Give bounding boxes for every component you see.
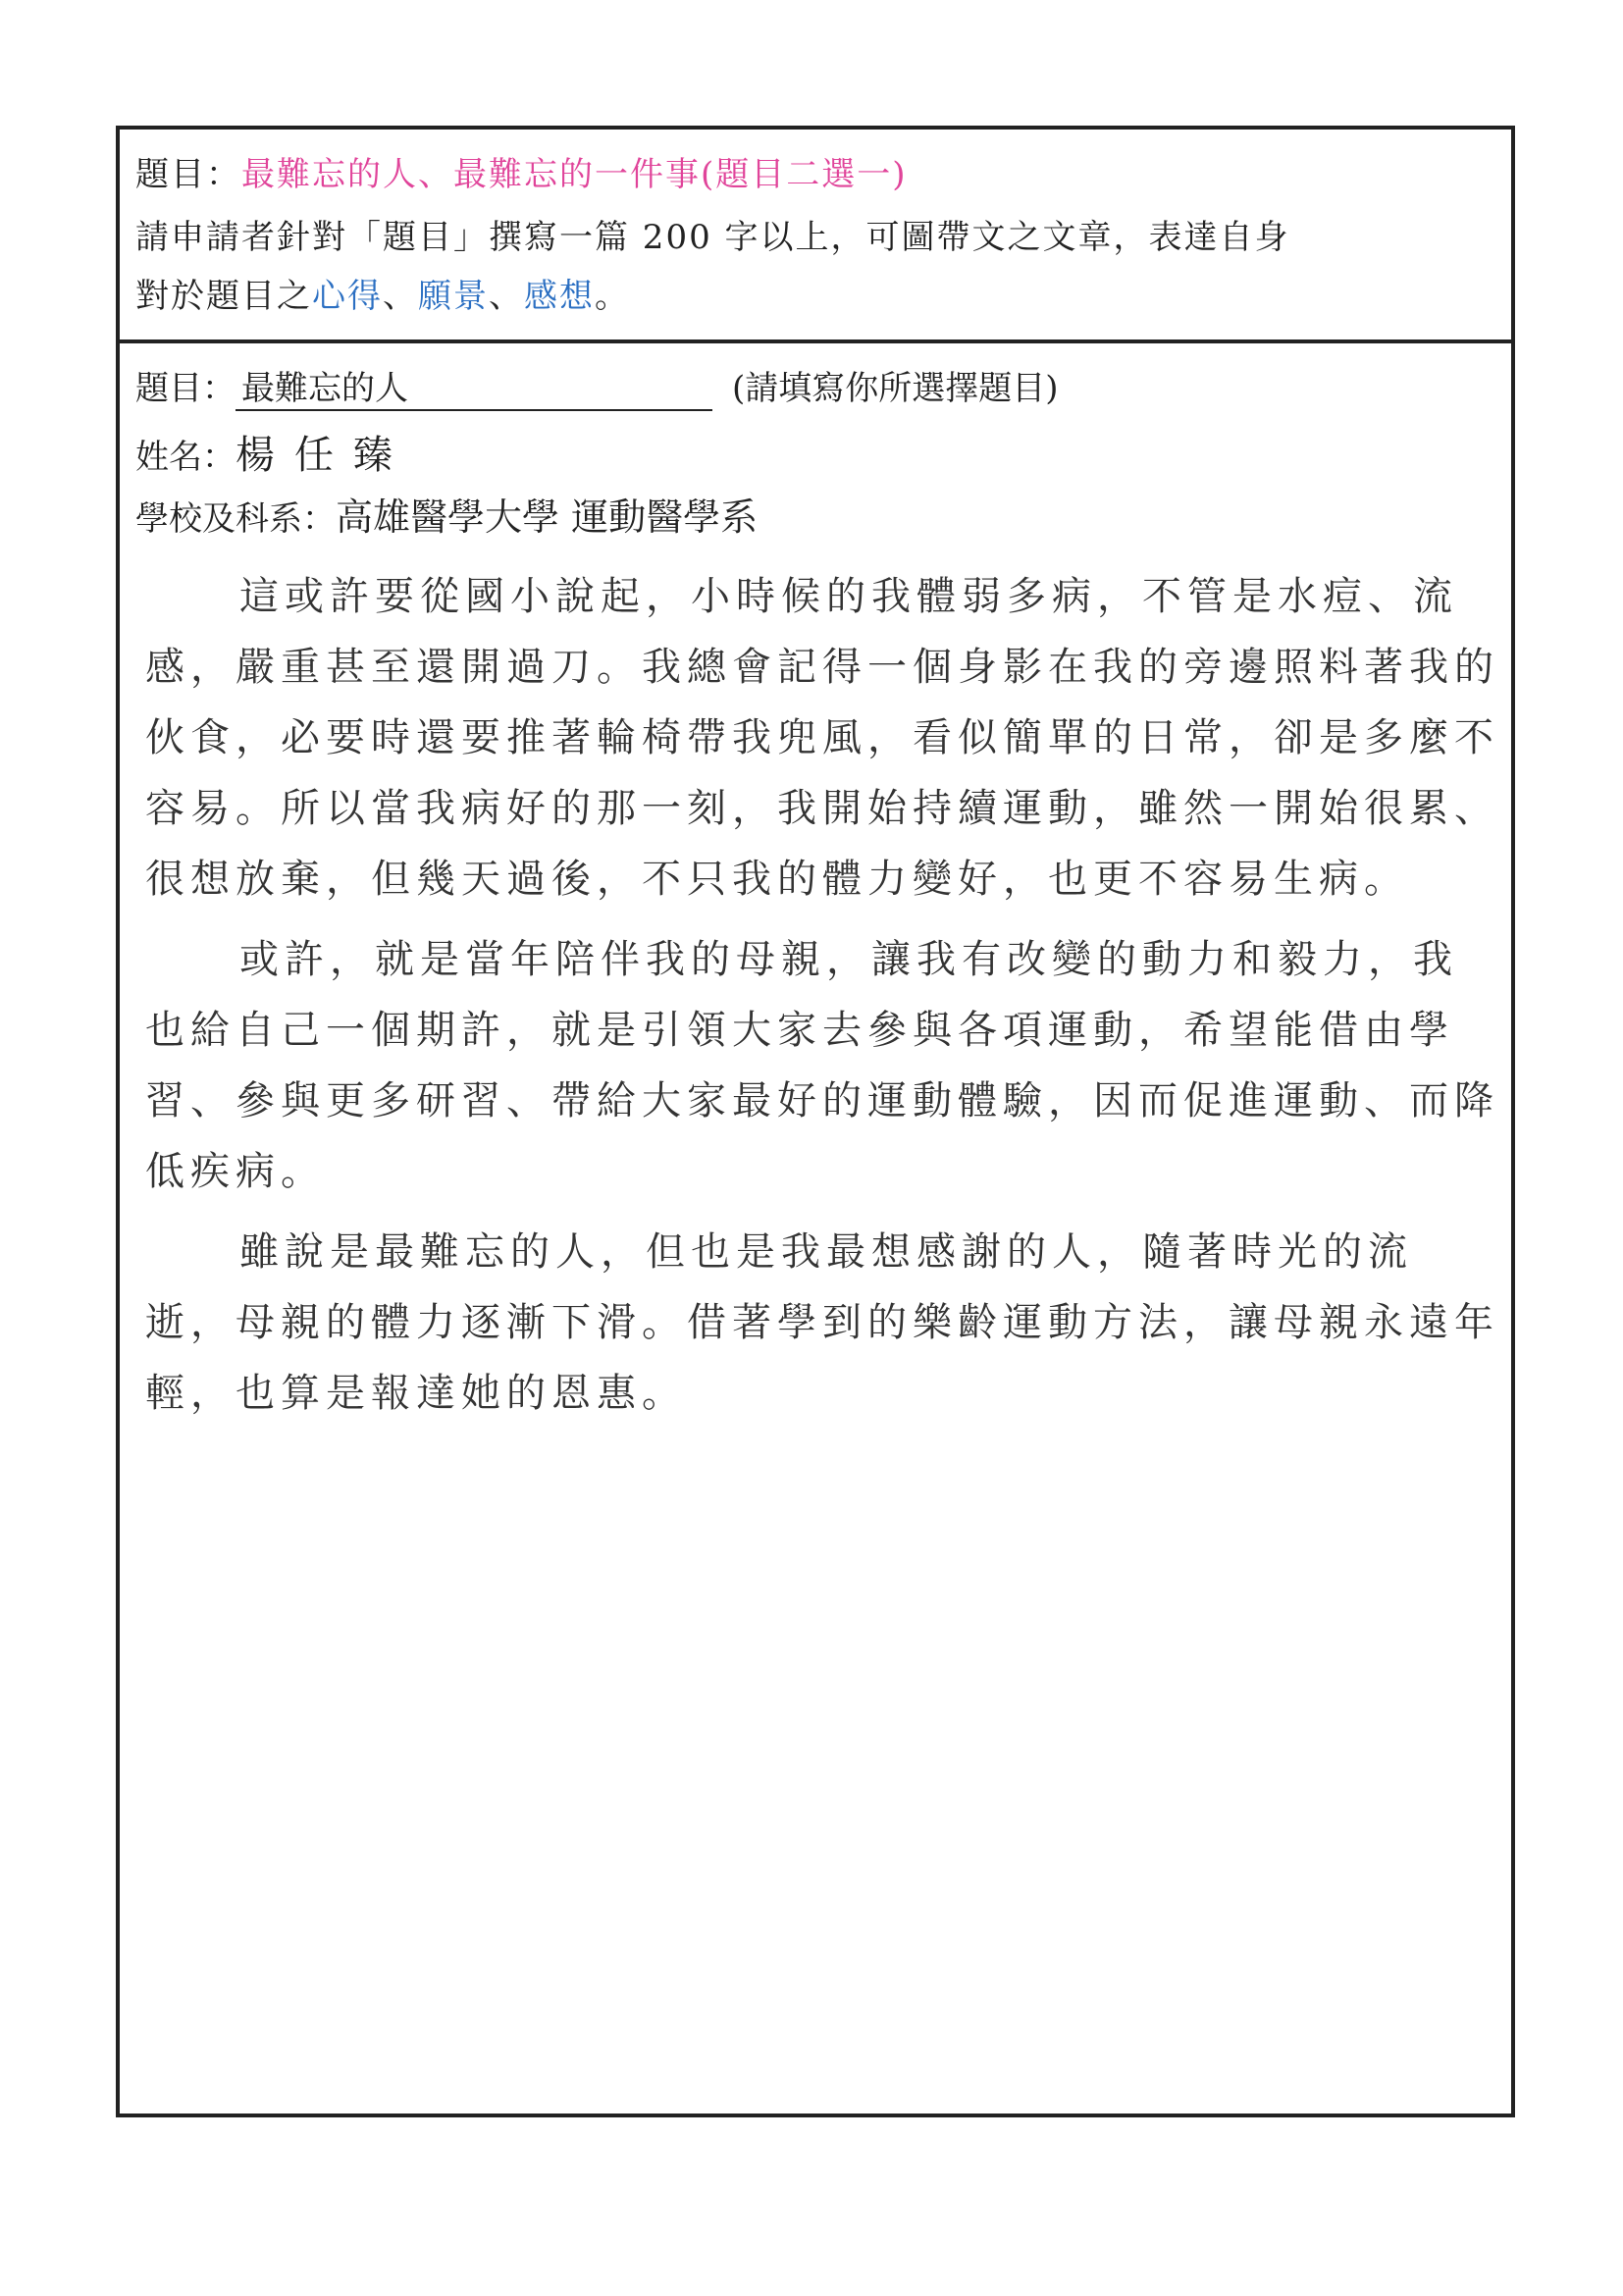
name-row bbox=[135, 424, 412, 480]
chosen-topic-row bbox=[135, 361, 1059, 411]
essay-paragraph-2: 或許，就是當年陪伴我的母親，讓我有改變的動力和毅力，我也給自己一個期許，就是引領大家去參與各項運動，希望能借由學習、參與更多研習、帶給大家最好的運動體驗，因而促進運動、而降低疾病。 bbox=[145, 937, 1499, 1194]
keyword-thoughts: 感想 bbox=[524, 277, 595, 316]
chosen-topic-value: 最難忘的人 bbox=[236, 361, 712, 411]
essay-body bbox=[145, 561, 1499, 1438]
instruction-line-1: 請申請者針對「題目」撰寫一篇 200 字以上，可圖帶文之文章，表達自身 bbox=[135, 218, 1290, 257]
topic-heading bbox=[135, 147, 908, 195]
topic-heading-label: 題目： bbox=[135, 155, 241, 194]
school-label: 學校及科系： bbox=[135, 499, 336, 539]
form-frame bbox=[116, 126, 1515, 2117]
name-value: 楊任臻 bbox=[236, 433, 412, 478]
keyword-insight: 心得 bbox=[312, 277, 383, 316]
chosen-topic-label: 題目： bbox=[135, 369, 236, 408]
essay-paragraph-3: 雖說是最難忘的人，但也是我最想感謝的人，隨著時光的流逝，母親的體力逐漸下滑。借著學到的樂齡運動方法，讓母親永遠年輕，也算是報達她的恩惠。 bbox=[145, 1229, 1499, 1416]
school-row bbox=[135, 487, 758, 541]
essay-paragraph-1: 這或許要從國小說起，小時候的我體弱多病，不管是水痘、流感，嚴重甚至還開過刀。我總會記得一個身影在我的旁邊照料著我的伙食，必要時還要推著輪椅帶我兜風，看似簡單的日常，卻是多麼不容易。所以當我病好的那一刻，我開始持續運動，雖然一開始很累、很想放棄，但幾天過後，不只我的體力變好，也更不容易生病。 bbox=[145, 574, 1499, 902]
period: 。 bbox=[595, 277, 630, 316]
separator: 、 bbox=[383, 277, 418, 316]
name-label: 姓名： bbox=[135, 438, 236, 477]
school-value: 高雄醫學大學 運動醫學系 bbox=[336, 496, 759, 539]
chosen-topic-hint: (請填寫你所選擇題目) bbox=[732, 369, 1059, 408]
keyword-vision: 願景 bbox=[418, 277, 489, 316]
instruction-box bbox=[120, 130, 1511, 343]
instruction-prefix: 對於題目之 bbox=[135, 277, 312, 316]
separator: 、 bbox=[489, 277, 524, 316]
instruction-line-2 bbox=[135, 269, 630, 317]
topic-heading-text: 最難忘的人、最難忘的一件事(題目二選一) bbox=[241, 155, 908, 194]
